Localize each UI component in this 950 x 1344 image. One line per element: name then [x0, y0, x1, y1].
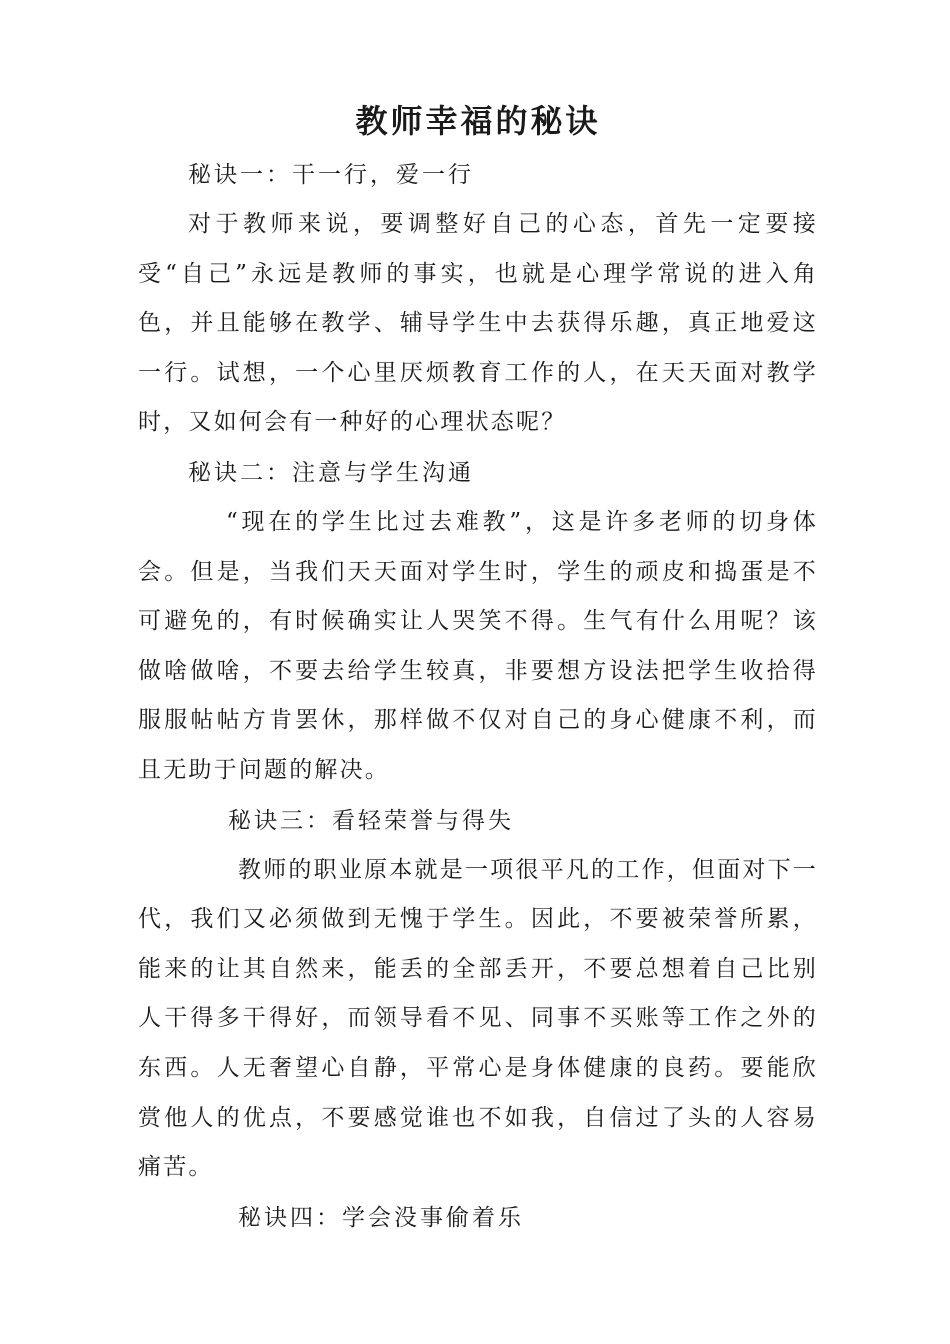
section-heading-2: 秘诀二：注意与学生沟通	[188, 459, 474, 486]
section-heading-3: 秘诀三：看轻荣誉与得失	[228, 807, 514, 834]
section-paragraph-3: 教师的职业原本就是一项很平凡的工作，但面对下一代，我们又必须做到无愧于学生。因此，不要被荣誉所累，能来的让其自然来，能丢的全部丢开，不要总想着自己比别人干得多干得好，而领导看不见、同事不买账等工作之外的东西。人无奢望心自静，平常心是身体健康的良药。要能欣赏他人的优点，不要感觉谁也不如我，自信过了头的人容易痛苦。	[138, 856, 818, 1181]
section-paragraph-1: 对于教师来说，要调整好自己的心态，首先一定要接受“自己”永远是教师的事实，也就是心理学常说的进入角色，并且能够在教学、辅导学生中去获得乐趣，真正地爱这一行。试想，一个心里厌烦教育工作的人，在天天面对教学时，又如何会有一种好的心理状态呢？	[138, 211, 818, 436]
section-heading-4: 秘诀四：学会没事偷着乐	[238, 1204, 524, 1231]
section-heading-1: 秘诀一：干一行，爱一行	[188, 162, 474, 188]
section-paragraph-2: “现在的学生比过去难教”，这是许多老师的切身体会。但是，当我们天天面对学生时，学生的顽皮和捣蛋是不可避免的，有时候确实让人哭笑不得。生气有什么用呢？该做啥做啥，不要去给学生较真，非要想方设法把学生收拾得服服帖帖方肯罢休，那样做不仅对自己的身心健康不利，而且无助于问题的解决。	[138, 508, 818, 783]
document-page	[138, 92, 818, 1243]
document-title: 教师幸福的秘诀	[355, 102, 601, 140]
